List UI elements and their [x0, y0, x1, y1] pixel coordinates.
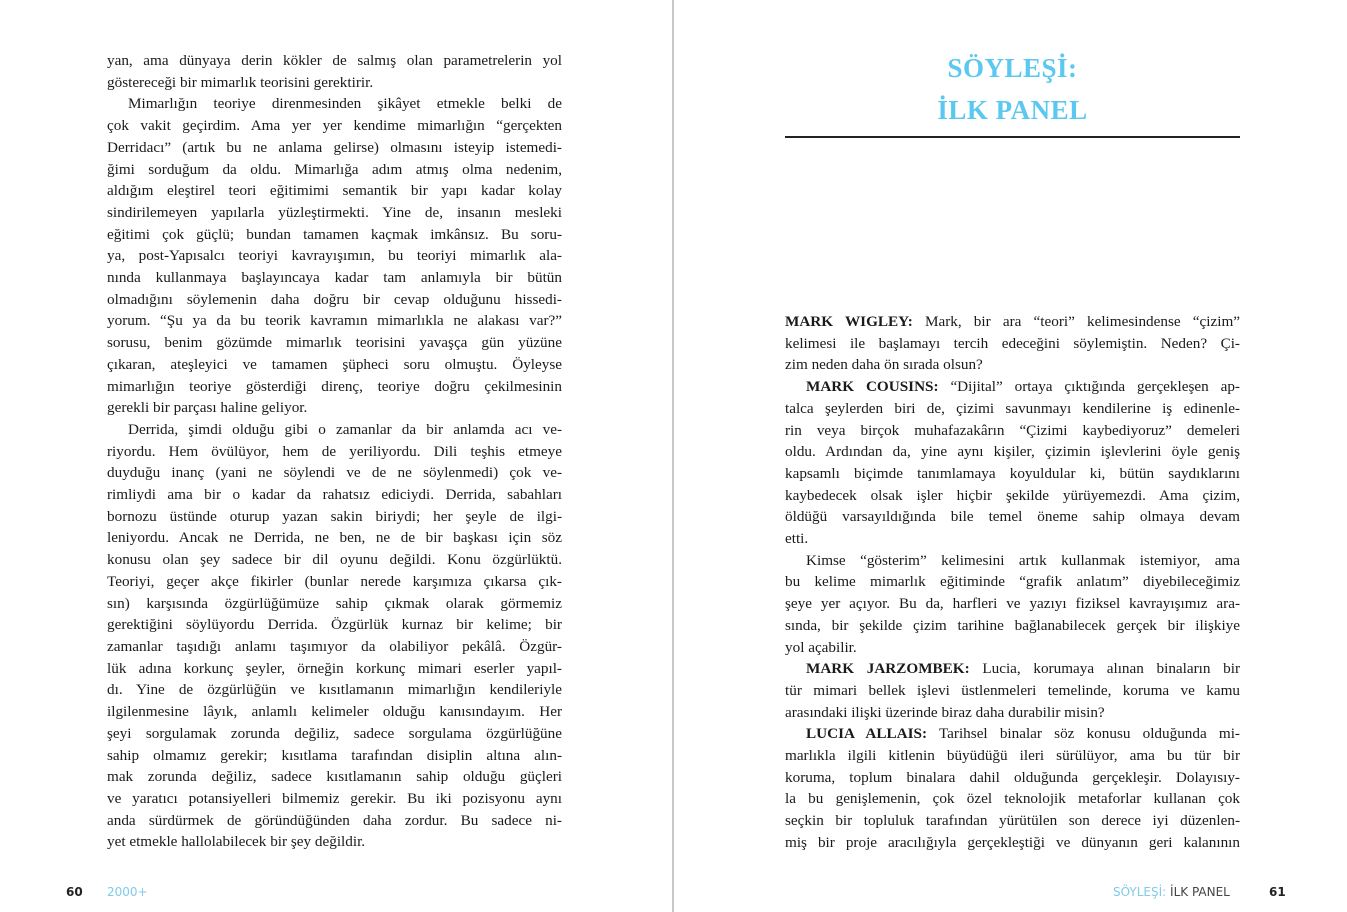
- text-line: [107, 831, 562, 853]
- text-line: [107, 93, 562, 115]
- line-text: “Dijital” ortaya çıktığında gerçekleşen ap-: [950, 378, 1240, 396]
- line-text: talca şeylerden biri de, çizimi savunmayı kendilerine iş edinenle-: [785, 399, 1240, 417]
- line-text: riyordu. Hem övülüyor, hem de yeriliyordu. Dili teşhis etmeye: [107, 442, 562, 460]
- speaker-name: LUCIA ALLAIS:: [806, 725, 928, 743]
- line-text: yan, ama dünyaya derin kökler de salmış olan parametrelerin yol: [107, 52, 562, 69]
- line-text: zamanlar taşıdığı anlamı taşımıyor da olabiliyor pekâlâ. Özgür-: [107, 637, 562, 655]
- text-line: [107, 115, 562, 137]
- line-text: sında, bir şekilde çizim tarihine bağlanabilecek gerçek bir ilişkiye: [785, 616, 1240, 634]
- text-line: [785, 723, 1240, 745]
- line-text: öldüğü varsayıldığında bile temel öneme sahip olmaya devam: [785, 508, 1240, 526]
- text-line: [785, 333, 1240, 355]
- line-text: rimliydi ama bir o kadar da rahatsız ediciydi. Derrida, sabahları: [107, 486, 562, 504]
- speaker-name: MARK COUSINS:: [806, 378, 939, 396]
- left-page-body-text: [107, 50, 562, 853]
- text-line: [785, 376, 1240, 398]
- text-line: [107, 506, 562, 528]
- right-running-head: [1113, 885, 1230, 899]
- line-text: gerekli bir parçası haline geliyor.: [107, 399, 308, 417]
- text-line: [785, 810, 1240, 832]
- line-text: bornozu üstünde oturup yazan sakin biriydi; her şeyle de ilgi-: [107, 507, 562, 525]
- speaker-name: MARK JARZOMBEK:: [806, 660, 970, 678]
- line-text: Derrida, şimdi olduğu gibi o zamanlar da bir anlamda acı ve-: [128, 420, 562, 438]
- text-line: [785, 788, 1240, 810]
- text-line: [785, 593, 1240, 615]
- line-text: Derridacı” (artık bu ne anlama gelirse) olmasını isteyip istemedi-: [107, 138, 562, 156]
- right-running-head-rest: İLK PANEL: [1170, 885, 1230, 899]
- line-text: koruma, toplum binalara dahil olduğunda gerçekleşir. Dolayısıy-: [785, 768, 1240, 786]
- text-line: [107, 462, 562, 484]
- text-line: [107, 289, 562, 311]
- right-running-head-accent: SÖYLEŞİ:: [1113, 885, 1167, 899]
- line-text: miş bir proje aracılığıyla gerçekleştiği ve dünyanın geri kalanının: [785, 833, 1240, 851]
- line-text: mak zorunda değiliz, sadece kısıtlamanın sahip olduğu güçleri: [107, 768, 562, 786]
- text-line: [107, 788, 562, 810]
- line-text: arasındaki ilişki üzerinde biraz daha durabilir misin?: [785, 703, 1105, 721]
- text-line: [785, 354, 1240, 376]
- line-text: ilgilenmesine lâyık, anlamlı kelimeler olduğu kanısındayım. Her: [107, 703, 562, 721]
- chapter-title-line-1: SÖYLEŞİ:: [947, 53, 1078, 83]
- text-line: [785, 615, 1240, 637]
- line-text: seçkin bir topluluk tarafından yürütülen son derece iyi düzenlen-: [785, 812, 1240, 830]
- line-text: leniyordu. Ancak ne Derrida, ne ben, ne de bir başkası için söz: [107, 529, 562, 547]
- text-line: [107, 527, 562, 549]
- line-text: Tarihsel binalar söz konusu olduğunda mi-: [938, 725, 1240, 743]
- line-text: Teoriyi, geçer akçe fikirler (bunlar nerede karşımıza çıkarsa çık-: [107, 572, 562, 590]
- line-text: Kimse “gösterim” kelimesini artık kullanmak istemiyor, ama: [806, 551, 1240, 569]
- text-line: [785, 658, 1240, 680]
- line-text: Mimarlığın teoriye direnmesinden şikâyet etmekle belki de: [128, 95, 562, 113]
- line-text: şeyi sorgulamak zorunda değiliz, sadece sorgulama özgürlüğüne: [107, 724, 562, 742]
- line-text: göstereceği bir mimarlık teorisini gerektirir.: [107, 73, 374, 91]
- text-line: [107, 159, 562, 181]
- line-text: yol açabilir.: [785, 638, 857, 656]
- line-text: Lucia, korumaya alınan binaların bir: [982, 660, 1241, 678]
- text-line: [107, 701, 562, 723]
- text-line: [107, 245, 562, 267]
- line-text: tür mimari bellek işlevi üstlenmeleri temelinde, koruma ve kamu: [785, 681, 1240, 699]
- line-text: olmadığını söylemenin daha doğru bir cevap olduğunu hissedi-: [107, 290, 562, 308]
- line-text: yorum. “Şu ya da bu teorik kavramın mimarlıkla ne alakası var?”: [107, 312, 562, 330]
- line-text: çıkaran, ateşleyici ve tamamen şüpheci soru olmuştu. Öyleyse: [107, 355, 562, 373]
- text-line: [107, 745, 562, 767]
- title-rule: [785, 136, 1240, 138]
- text-line: [107, 679, 562, 701]
- line-text: kelimesi ile başlamayı tercih edeceğini söylemiştin. Neden? Çi-: [785, 334, 1240, 352]
- text-line: [785, 528, 1240, 550]
- line-text: rin veya birçok muhafazakârın “Çizimi kaybediyoruz” demeleri: [785, 421, 1240, 439]
- text-line: [785, 745, 1240, 767]
- text-line: [107, 332, 562, 354]
- text-line: [107, 658, 562, 680]
- line-text: sorusu, benim gözümde mimarlık teorisini yavaşça gün yüzüne: [107, 334, 562, 352]
- line-text: zim neden daha ön sırada olsun?: [785, 356, 983, 374]
- line-text: yet etmekle hallolabilecek bir şey değildir.: [107, 833, 366, 851]
- line-text: şeye yer açıyor. Bu da, harfleri ve yazıyı fiziksel kavrayışımız ara-: [785, 595, 1240, 613]
- line-text: kapsamlı biçimde tanımlamaya koyuldular ki, bütün saydıklarını: [785, 464, 1240, 482]
- line-text: bu kelime mimarlık eğitiminde “grafik anlatım” diyebileceğimiz: [785, 573, 1240, 591]
- line-text: aldığım eleştirel teori eğitimimi semantik bir yapı kadar kolay: [107, 182, 562, 200]
- right-page-body-text: [785, 311, 1240, 854]
- text-line: [107, 397, 562, 419]
- text-line: [107, 766, 562, 788]
- text-line: [785, 571, 1240, 593]
- line-text: anda sürdürmek de göründüğünden daha zordur. Bu sadece ni-: [107, 811, 562, 829]
- text-line: [107, 723, 562, 745]
- right-page-number: 61: [1269, 885, 1286, 899]
- text-line: [107, 571, 562, 593]
- text-line: [785, 702, 1240, 724]
- line-text: konusu olan şey sadece bir dil oyunu değildi. Konu özgürlüktü.: [107, 551, 562, 569]
- line-text: sindirilemeyen yapılarla yüzleştirmekti. Yine de, insanın mesleki: [107, 203, 562, 221]
- text-line: [107, 376, 562, 398]
- line-text: sın) karşısında özgürlüğümüze sahip çıkmak olarak görmemiz: [107, 594, 562, 612]
- text-line: [785, 398, 1240, 420]
- text-line: [107, 72, 562, 94]
- line-text: eğitimi çok güçlü; bundan tamamen kaçmak imkânsız. Bu soru-: [107, 225, 562, 243]
- text-line: [107, 202, 562, 224]
- text-line: [107, 224, 562, 246]
- text-line: [785, 420, 1240, 442]
- text-line: [785, 637, 1240, 659]
- text-line: [107, 636, 562, 658]
- chapter-title-line-2: İLK PANEL: [937, 95, 1088, 125]
- text-line: [107, 549, 562, 571]
- text-line: [785, 767, 1240, 789]
- text-line: [107, 810, 562, 832]
- text-line: [785, 311, 1240, 333]
- text-line: [107, 310, 562, 332]
- line-text: dı. Yine de özgürlüğün ve kısıtlamanın mimarlığın kendileriyle: [107, 681, 562, 699]
- line-text: sahip olmamız gerekir; kısıtlama tarafından disiplin altına alın-: [107, 746, 562, 764]
- line-text: Mark, bir ara “teori” kelimesindense “çizim”: [924, 313, 1241, 330]
- line-text: duyduğu inanç (yani ne söylendi ve de ne söylenmedi) çok ve-: [107, 464, 562, 482]
- text-line: [107, 593, 562, 615]
- text-line: [107, 50, 562, 72]
- line-text: ğimi sorduğum da oldu. Mimarlığa adım atmış olma nedenim,: [107, 160, 562, 178]
- text-line: [107, 441, 562, 463]
- speaker-name: MARK WIGLEY:: [785, 313, 913, 330]
- line-text: ve yaratıcı potansiyelleri bilmemiz gerekir. Bu iki pozisyonu aynı: [107, 789, 562, 807]
- line-text: nında kullanmaya başlayıncaya kadar tam anlamıyla bir bütün: [107, 269, 562, 287]
- line-text: oldu. Ardından da, yine aynı kişiler, çizimin işlevlerini öyle geniş: [785, 443, 1240, 461]
- line-text: gerektiğini söylüyordu Derrida. Özgürlük kurnaz bir kelime; bir: [107, 616, 562, 634]
- text-line: [785, 550, 1240, 572]
- line-text: lük adına korkunç şeyler, örneğin korkunç mimari eserler yapıl-: [107, 659, 562, 677]
- line-text: kaybedecek olsak işler hiçbir şekilde yürüyemezdi. Ama çizim,: [785, 486, 1240, 504]
- text-line: [785, 506, 1240, 528]
- line-text: la bu genişlemenin, çok özel teknolojik metaforlar kullanan çok: [785, 790, 1240, 808]
- left-running-head: 2000+: [107, 885, 148, 899]
- text-line: [785, 832, 1240, 854]
- text-line: [107, 137, 562, 159]
- line-text: mimarlığın teoriye gösterdiği direnç, teoriye doğru çekilmesinin: [107, 377, 562, 395]
- text-line: [107, 614, 562, 636]
- text-line: [107, 484, 562, 506]
- line-text: marlıkla ilgili kitlenin büyüdüğü ileri sürülüyor, ama bu tür bir: [785, 747, 1240, 765]
- text-line: [785, 463, 1240, 485]
- left-page-number: 60: [66, 885, 83, 899]
- text-line: [107, 267, 562, 289]
- text-line: [785, 680, 1240, 702]
- text-line: [107, 354, 562, 376]
- line-text: ya, post-Yapısalcı teoriyi kavrayışımın, bu teoriyi mimarlık ala-: [107, 247, 562, 265]
- text-line: [785, 441, 1240, 463]
- text-line: [107, 180, 562, 202]
- line-text: çok vakit geçirdim. Ama yer yer kendime mimarlığın “gerçekten: [107, 117, 562, 135]
- text-line: [785, 485, 1240, 507]
- text-line: [107, 419, 562, 441]
- chapter-title: [785, 47, 1240, 131]
- line-text: etti.: [785, 530, 809, 548]
